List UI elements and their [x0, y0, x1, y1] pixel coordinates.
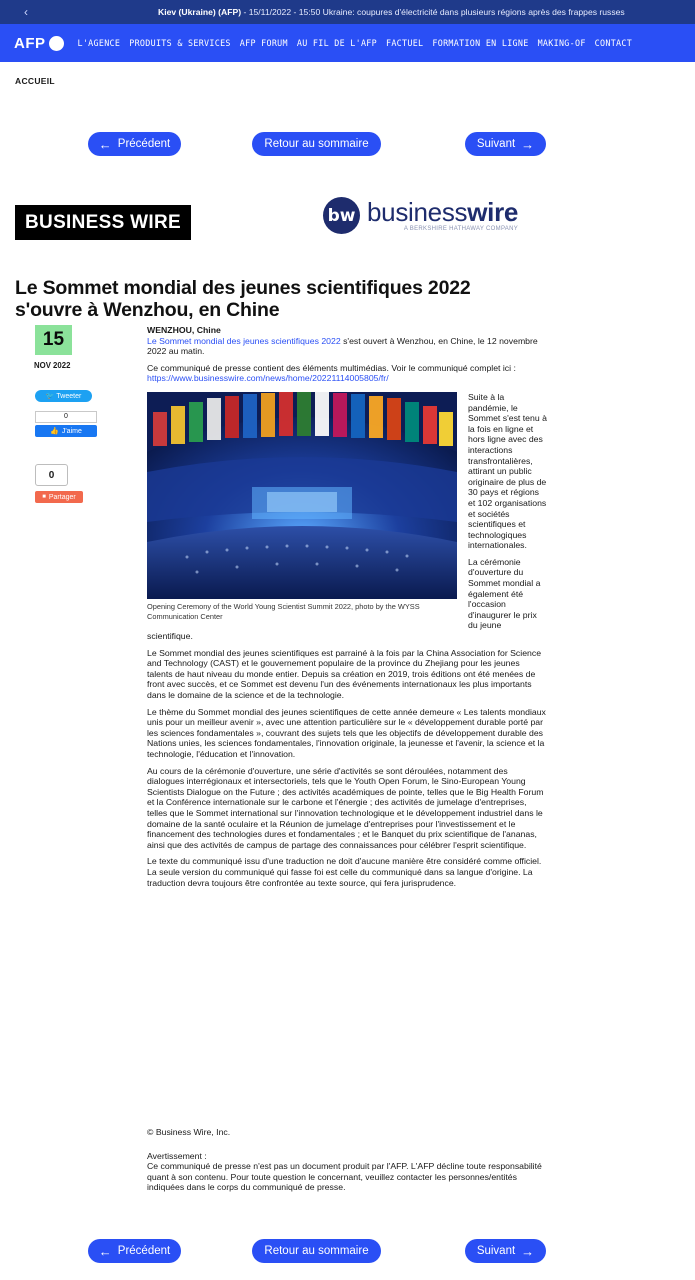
previous-button[interactable]	[88, 1239, 181, 1263]
afp-logo-dot	[49, 36, 64, 51]
bw-name-bold: wire	[467, 197, 519, 227]
ceremony-photo-illustration	[147, 392, 457, 599]
press-release-link[interactable]: https://www.businesswire.com/news/home/20221114005805/fr/	[147, 373, 389, 384]
next-label: Suivant	[476, 1245, 516, 1257]
main-nav	[0, 24, 695, 62]
businesswire-logo	[323, 197, 518, 234]
fb-like-label: J'aime	[61, 427, 82, 435]
fb-like-button[interactable]	[35, 425, 97, 437]
nav-item-making-of[interactable]: MAKING-OF	[537, 38, 586, 48]
warning-text: Ce communiqué de presse n'est pas un document produit par l'AFP. L'AFP décline toute responsabilité quant à son contenu. Pour toute question le concernant, veuillez contacter les personnes/entités indiquées dans le corps du communiqué de presse.	[147, 1161, 542, 1193]
share-icon: ■	[42, 494, 46, 500]
page-title: Le Sommet mondial des jeunes scientifiques 2022 s'ouvre à Wenzhou, en Chine	[15, 277, 471, 321]
photo-caption: Opening Ceremony of the World Young Scientist Summit 2022, photo by the WYSS Communication Center	[147, 601, 420, 621]
tweet-button[interactable]	[35, 390, 92, 402]
facebook-like-widget	[35, 411, 97, 438]
bottom-pager	[0, 1239, 695, 1263]
share-button[interactable]	[35, 491, 83, 503]
summit-link[interactable]: Le Sommet mondial des jeunes scientifiques 2022	[147, 335, 341, 346]
next-button[interactable]	[465, 1239, 546, 1263]
article-figure	[147, 392, 457, 621]
arrow-left-icon: ←	[98, 1243, 112, 1259]
ceremony-photo[interactable]	[147, 392, 457, 599]
afp-logo[interactable]	[14, 35, 64, 52]
share-label: Partager	[48, 493, 76, 501]
nav-item-produits[interactable]: PRODUITS & SERVICES	[129, 38, 231, 48]
bw-logo-subtitle: A BERKSHIRE HATHAWAY COMPANY	[403, 226, 519, 232]
p1-text: s'est ouvert à Wenzhou, en Chine, le 12 novembre 2022 au matin.	[147, 335, 538, 357]
article-paragraph-7: Au cours de la cérémonie d'ouverture, une série d'activités se sont déroulées, notamment des dialogues interrégionaux et intersectoriels, tels que le Youth Open Forum, le Sino-European Young Scientists Dialogue on the Future ; des activités académiques de pointe, telles que le Big Health Forum et la Conférence internationale sur le carbone et l'énergie ; des activités de jumelage d'entreprises, telles que le Sommet international sur l'innovation technologique et le développement industriel dans le domaine de la santé oculaire et la Réunion de jumelage d'entreprises pour l'investissement et le financement des technologies dures et fondamentales ; et le Banquet du prix scientifique de l'ananas, ainsi que des activités de campus de partage des connaissances pour célébrer l'esprit scientifique.	[147, 765, 544, 850]
date-day-badge: 15	[35, 325, 72, 355]
dateline: WENZHOU, Chine	[147, 325, 221, 335]
share-count: 0	[35, 464, 68, 486]
article-paragraph-6: Le thème du Sommet mondial des jeunes scientifiques de cette année demeure « Les talents mondiaux unis pour un meilleur avenir », avec une attention particulière sur le « développement durable porté par les sciences fondamentales », couvrant des sujets tels que les objectifs de développement durable des Nations unies, les sciences fondamentales, l'innovation originale, la jeunesse et l'avenir, la science et la technologie, l'éducation et l'innovation.	[147, 706, 546, 759]
previous-button[interactable]	[88, 132, 181, 156]
next-button[interactable]	[465, 132, 546, 156]
article-body	[147, 325, 547, 894]
nav-item-formation[interactable]: FORMATION EN LIGNE	[432, 38, 529, 48]
business-wire-banner: BUSINESS WIRE	[15, 205, 191, 240]
back-to-summary-button[interactable]: Retour au sommaire	[252, 1239, 381, 1263]
tweet-label: Tweeter	[56, 392, 82, 400]
article-paragraph-1	[147, 336, 547, 357]
chevron-left-icon[interactable]: ‹	[24, 5, 28, 19]
date-month: NOV 2022	[34, 361, 71, 370]
bw-logo-mark: bw	[323, 197, 360, 234]
nav-item-factuel[interactable]: FACTUEL	[386, 38, 424, 48]
article-paragraph-5: Le Sommet mondial des jeunes scientifiques est parrainé à la fois par la China Association for Science and Technology (CAST) et le gouvernement populaire de la province du Zhejiang pour les jeunes talents de haut niveau du monde entier. Depuis sa création en 2019, trois éditions ont été menées de front avec succès, et ce Sommet est devenu l'un des événements internationaux les plus importants dans le domaine de la science et de la technologie.	[147, 647, 542, 700]
warning-label: Avertissement :	[147, 1150, 207, 1161]
arrow-right-icon: →	[521, 136, 535, 152]
afp-logo-text: AFP	[14, 34, 46, 52]
previous-label: Précédent	[117, 138, 171, 150]
arrow-left-icon: ←	[98, 136, 112, 152]
twitter-bird-icon: 🐦	[45, 393, 55, 400]
ticker-source: Kiev (Ukraine) (AFP)	[158, 7, 242, 17]
bw-logo-name	[367, 199, 518, 225]
nav-item-au-fil[interactable]: AU FIL DE L'AFP	[296, 38, 377, 48]
back-to-summary-button[interactable]: Retour au sommaire	[252, 132, 381, 156]
ticker-headline: - 15/11/2022 - 15:50 Ukraine: coupures d'électricité dans plusieurs régions après des frappes russes	[241, 7, 625, 17]
article-paragraph-2	[147, 363, 547, 384]
thumbs-up-icon: 👍	[50, 428, 59, 435]
p2-text: Ce communiqué de presse contient des éléments multimédias. Voir le communiqué complet ici :	[147, 362, 516, 373]
nav-item-afp-forum[interactable]: AFP FORUM	[239, 38, 288, 48]
article-footer	[147, 1127, 547, 1193]
nav-item-contact[interactable]: CONTACT	[594, 38, 633, 48]
bw-name-light: business	[367, 197, 468, 227]
top-pager	[0, 132, 695, 156]
fb-like-count: 0	[35, 411, 97, 423]
article-paragraph-8: Le texte du communiqué issu d'une traduction ne doit d'aucune manière être considéré comme officiel. La seule version du communiqué qui fasse foi est celle du communiqué dans sa langue d'origine. La traduction devra toujours être confrontée au texte source, qui fera jurisprudence.	[147, 856, 542, 888]
nav-item-agence[interactable]: L'AGENCE	[77, 38, 121, 48]
ticker-text[interactable]	[158, 7, 625, 17]
breadcrumb[interactable]: ACCUEIL	[15, 76, 55, 86]
news-ticker[interactable]	[0, 0, 695, 24]
article-paragraph-3: Suite à la pandémie, le Sommet s'est tenu à la fois en ligne et hors ligne avec des interactions transfrontalières, attirant un public originaire de plus de 30 pays et régions et 102 organisations et sociétés scientifiques et technologiques internationales.	[468, 391, 547, 551]
previous-label: Précédent	[117, 1245, 171, 1257]
copyright: © Business Wire, Inc.	[147, 1127, 231, 1137]
arrow-right-icon: →	[521, 1243, 535, 1259]
next-label: Suivant	[476, 138, 516, 150]
article-paragraph-4: La cérémonie d'ouverture du Sommet mondial a également été l'occasion d'inaugurer le prix du jeune scientifique.	[147, 556, 541, 642]
